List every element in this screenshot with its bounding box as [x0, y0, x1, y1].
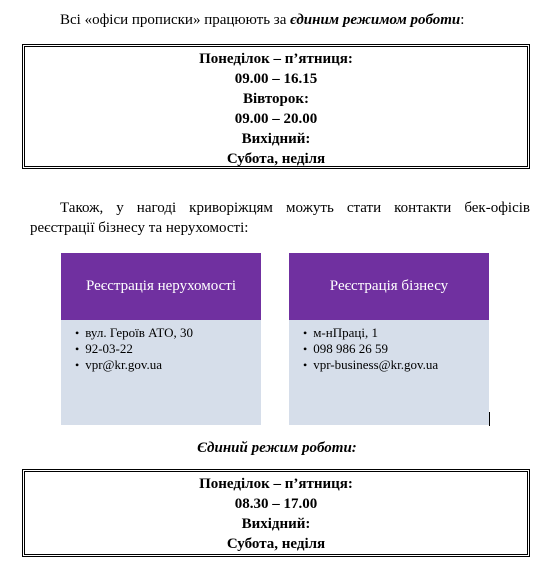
contacts-paragraph: Також, у нагоді криворіжцям можуть стати контакти бек-офісів реєстрації бізнесу та нерухомості: [30, 200, 530, 236]
card-address: • вул. Героїв АТО, 30 [75, 325, 261, 341]
card-title: Реєстрація нерухомості [61, 253, 261, 320]
unified-schedule-heading: Єдиний режим роботи: [197, 440, 357, 456]
card-title: Реєстрація бізнесу [289, 253, 489, 320]
schedule-line: Понеділок – п’ятниця: [199, 51, 353, 67]
card-phone: • 92-03-22 [75, 341, 261, 357]
intro-text [60, 10, 464, 30]
card-email: • vpr-business@kr.gov.ua [303, 357, 489, 373]
schedule-line: 08.30 – 17.00 [234, 496, 318, 512]
schedule-line: Субота, неділя [226, 151, 326, 167]
schedule-box-main [22, 44, 530, 169]
schedule-line: Вихідний: [241, 516, 311, 532]
card-phone: • 098 986 26 59 [303, 341, 489, 357]
schedule-line: Субота, неділя [226, 536, 326, 552]
schedule-line: Понеділок – п’ятниця: [199, 476, 353, 492]
text-cursor [489, 412, 490, 426]
schedule-line: Вівторок: [242, 91, 310, 107]
schedule-line: 09.00 – 16.15 [234, 71, 318, 87]
card-email: • vpr@kr.gov.ua [75, 357, 261, 373]
property-registration-card [61, 253, 261, 425]
intro-emphasis: єдиним режимом роботи [290, 12, 461, 28]
business-registration-card [289, 253, 489, 425]
intro-text-before: Всі «офіси прописки» працюють за [60, 12, 291, 28]
schedule-line: 09.00 – 20.00 [234, 111, 318, 127]
schedule-line: Вихідний: [241, 131, 311, 147]
schedule-box-backoffice [22, 469, 530, 557]
card-contact-list [289, 320, 489, 373]
card-address: • м-нПраці, 1 [303, 325, 489, 341]
card-contact-list [61, 320, 261, 373]
intro-text-after: : [460, 12, 465, 28]
